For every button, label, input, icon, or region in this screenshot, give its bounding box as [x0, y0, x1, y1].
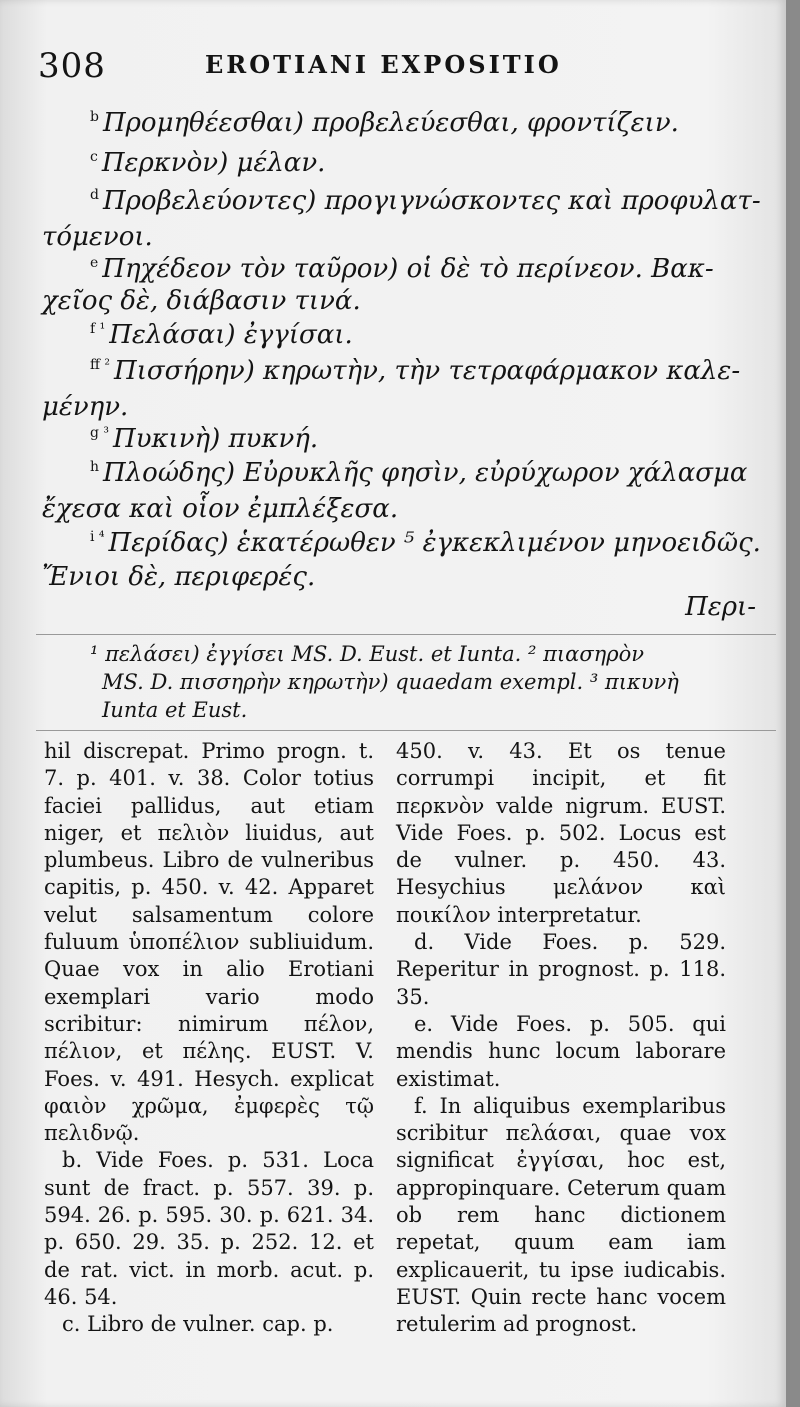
gloss-line: ἔχεσα καὶ οἷον ἐμπλέξεσα.: [42, 494, 399, 524]
gloss-line: $^h$ Πλοώδης) Εὐρυκλῆς φησὶν, εὐρύχωρον χάλασμα: [90, 458, 748, 488]
commentary-paragraph: hil discrepat. Primo progn. t. 7. p. 401. v. 38. Color totius faciei pallidus, aut etiam niger, et πελιὸν liuidus, aut plumbeus. Libro de vulneribus capitis, p. 450. v. 42. Apparet velut salsamentum colore fuluum ὑποπέλιον subliuidum. Quae vox in alio Erotiani exemplari vario modo scribitur: nimirum πέλον, πέλιον, et πέλης. EUST. V. Foes. v. 491. Hesych. explicat φαιὸν χρῶμα, ἐμφερὲς τῷ πελιδνῷ.: [44, 739, 374, 1146]
footnote-line: Iunta et Eust.: [102, 698, 248, 722]
page-edge: [786, 0, 800, 1407]
gloss-line: χεῖος δὲ, διάβασιν τινά.: [42, 286, 361, 316]
gloss-line: $^d$ Προβελεύοντες) προγιγνώσκοντες καὶ προφυλατ-: [90, 186, 761, 216]
gloss-line: $^b$ Προμηθέεσθαι) προβελεύεσθαι, φροντίζειν.: [90, 108, 679, 138]
gloss-line: Ἔνιοι δὲ, περιφερές.: [42, 562, 316, 592]
gloss-line: $^c$ Περκνὸν) μέλαν.: [90, 148, 326, 178]
page-number: 308: [38, 46, 106, 86]
gloss-line: τόμενοι.: [42, 222, 153, 252]
footnote-line: MS. D. πισσηρὴν κηρωτὴν) quaedam exempl. ³ πικυνὴ: [102, 670, 679, 694]
column-rule: [36, 730, 776, 731]
commentary-paragraph: e. Vide Foes. p. 505. qui mendis hunc locum laborare existimat.: [396, 1011, 726, 1091]
gloss-line: $^e$ Πηχέδεον τὸν ταῦρον) οἱ δὲ τὸ περίνεον. Βακ-: [90, 254, 714, 284]
commentary-paragraph: b. Vide Foes. p. 531. Loca sunt de fract. p. 557. 39. p. 594. 26. p. 595. 30. p. 621. 34. p. 650. 29. 35. p. 252. 12. et de rat. vict. in morb. acut. p. 46. 54.: [44, 1148, 374, 1309]
footnote-line: ¹ πελάσει) ἐγγίσει MS. D. Eust. et Iunta. ² πιασηρὸν: [90, 642, 645, 666]
commentary-paragraph: c. Libro de vulner. cap. p.: [62, 1312, 334, 1337]
footnote-rule: [36, 634, 776, 635]
commentary-paragraph: f. In aliquibus exemplaribus scribitur πελάσαι, quae vox significat ἐγγίσαι, hoc est, appropinquare. Ceterum quam ob rem hanc dictionem repetat, quum eam iam explicauerit, tu ipse iudicabis. EUST. Quin recte hanc vocem retulerim ad prognost.: [396, 1093, 726, 1337]
commentary-paragraph: d. Vide Foes. p. 529. Reperitur in prognost. p. 118. 35.: [396, 930, 726, 1009]
gloss-line: $^{i ^4}$ Περίδας) ἑκατέρωθεν ⁵ ἐγκεκλιμένον μηνοειδῶς.: [90, 528, 761, 558]
gloss-line: $^{ff ^2}$ Πισσήρην) κηρωτὴν, τὴν τετραφάρμακον καλε-: [90, 356, 741, 386]
gloss-line: $^{f ^1}$ Πελάσαι) ἐγγίσαι.: [90, 320, 353, 350]
running-head: EROTIANI EXPOSITIO: [205, 50, 562, 79]
gloss-line: μένην.: [42, 392, 129, 422]
commentary-paragraph: 450. v. 43. Et os tenue corrumpi incipit, et fit περκνὸν valde nigrum. EUST. Vide Foes. p. 502. Locus est de vulner. p. 450. 43. Hesychius μελάνον καὶ ποικίλον interpretatur.: [396, 739, 726, 927]
commentary-left-column: [44, 738, 374, 1339]
gloss-line: $^{g ^3}$ Πυκινὴ) πυκνή.: [90, 424, 319, 454]
commentary-right-column: [396, 738, 726, 1339]
catchword: Περι-: [685, 592, 756, 622]
